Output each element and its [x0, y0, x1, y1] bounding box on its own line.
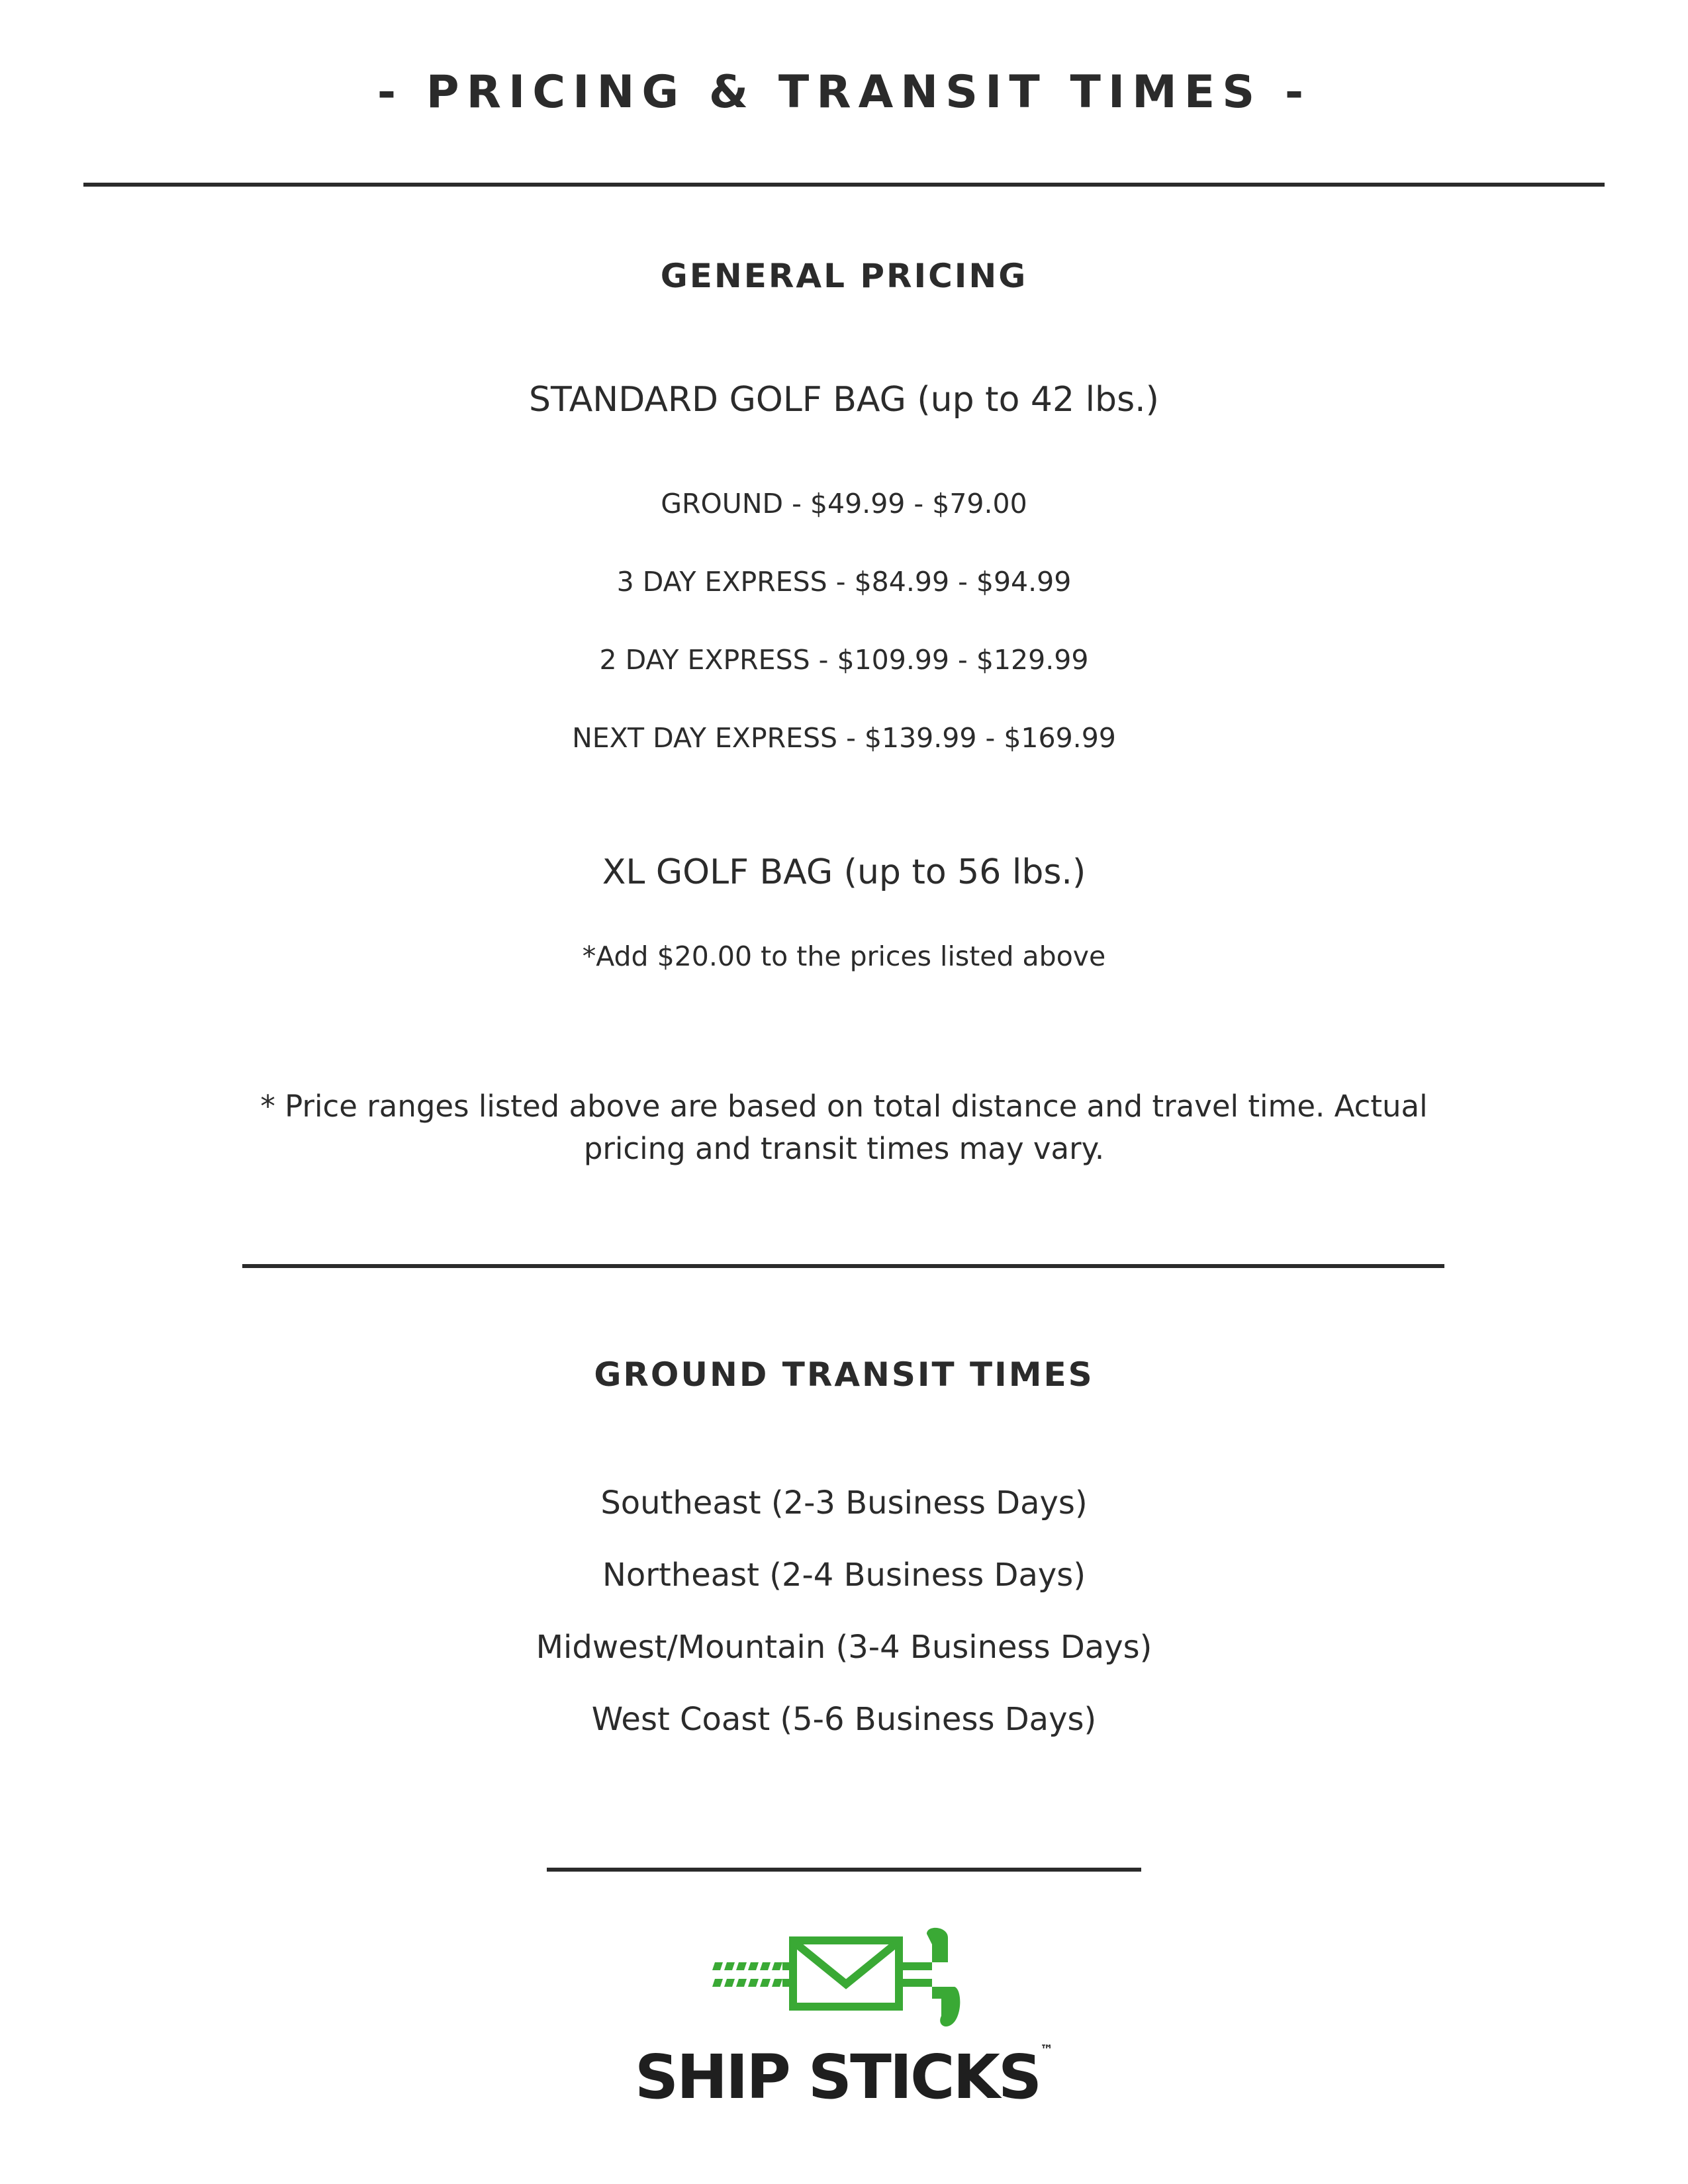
xl-bag-note: *Add $20.00 to the prices listed above: [582, 940, 1106, 972]
transit-item-midwest-mountain: Midwest/Mountain (3-4 Business Days): [536, 1629, 1152, 1666]
logo-wordmark-text: SHIP STICKS: [634, 2042, 1041, 2113]
envelope-golf-club-icon: [708, 1926, 973, 2042]
standard-bag-heading: STANDARD GOLF BAG (up to 42 lbs.): [529, 380, 1159, 420]
transit-item-west-coast: West Coast (5-6 Business Days): [591, 1701, 1097, 1738]
divider-top: [83, 183, 1605, 187]
ship-sticks-logo: [0, 2042, 1688, 2113]
general-pricing-heading: GENERAL PRICING: [660, 257, 1028, 295]
price-line-ground: GROUND - $49.99 - $79.00: [661, 488, 1027, 520]
trademark-symbol: ™: [1040, 2042, 1054, 2058]
price-line-3-day-express: 3 DAY EXPRESS - $84.99 - $94.99: [616, 566, 1072, 598]
divider-bottom: [547, 1868, 1141, 1872]
divider-middle: [242, 1264, 1444, 1268]
price-line-2-day-express: 2 DAY EXPRESS - $109.99 - $129.99: [599, 644, 1089, 676]
xl-bag-heading: XL GOLF BAG (up to 56 lbs.): [602, 852, 1086, 892]
page-title: - PRICING & TRANSIT TIMES -: [377, 66, 1311, 118]
transit-item-northeast: Northeast (2-4 Business Days): [602, 1557, 1086, 1594]
price-line-next-day-express: NEXT DAY EXPRESS - $139.99 - $169.99: [572, 722, 1116, 754]
transit-item-southeast: Southeast (2-3 Business Days): [600, 1484, 1088, 1522]
pricing-disclaimer-text: * Price ranges listed above are based on total distance and travel time. Actual pricing and transit times may vary.: [260, 1089, 1428, 1166]
pricing-disclaimer: [0, 1085, 1688, 1170]
ground-transit-heading: GROUND TRANSIT TIMES: [594, 1355, 1094, 1394]
